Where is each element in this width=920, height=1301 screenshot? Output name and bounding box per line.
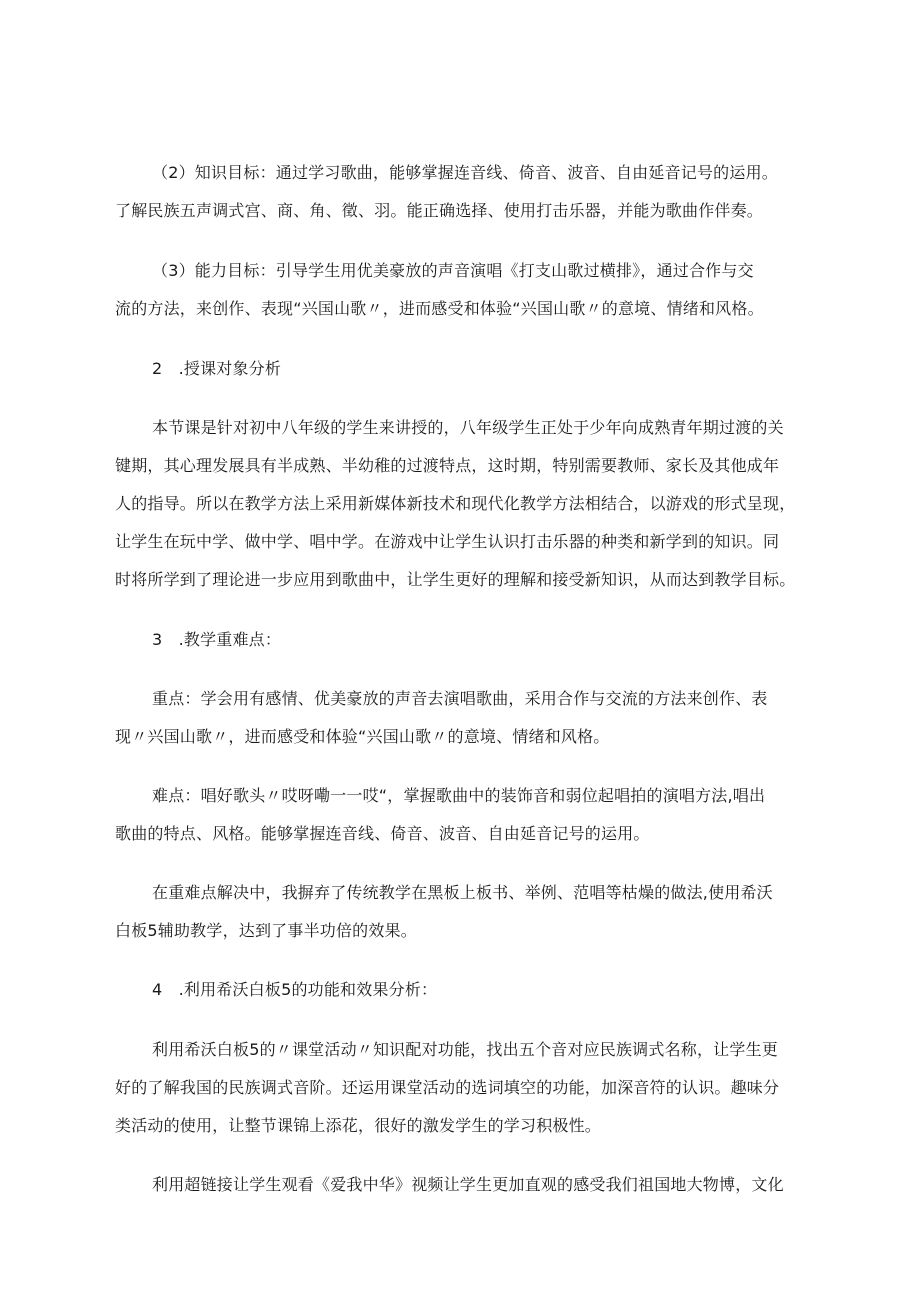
text-line: 现〃兴国山歌〃，进而感受和体验“兴国山歌〃的意境、情绪和风格。 <box>115 727 610 746</box>
text-line: 利用超链接让学生观看《爱我中华》视频让学生更加直观的感受我们祖国地大物博，文化 <box>152 1175 784 1194</box>
text-line: 利用希沃白板5的〃课堂活动〃知识配对功能，找出五个音对应民族调式名称，让学生更 <box>152 1040 778 1059</box>
heading-text: 4 .利用希沃白板5的功能和效果分析： <box>152 980 438 999</box>
text-line: 歌曲的特点、风格。能够掌握连音线、倚音、波音、自由延音记号的运用。 <box>115 824 650 843</box>
text-line: 流的方法，来创作、表现“兴国山歌〃，进而感受和体验“兴国山歌〃的意境、情绪和风格。 <box>115 299 764 318</box>
text-line: （3）能力目标：引导学生用优美豪放的声音演唱《打支山歌过横排》，通过合作与交 <box>152 261 754 280</box>
heading-text: 3 .教学重难点： <box>152 630 282 649</box>
text-line: 好的了解我国的民族调式音阶。还运用课堂活动的选词填空的功能，加深音符的认识。趣味分 <box>115 1078 780 1097</box>
text-line: 时将所学到了理论进一步应用到歌曲中，让学生更好的理解和接受新知识，从而达到教学目标。 <box>115 570 796 589</box>
text-line: 重点：学会用有感情、优美豪放的声音去演唱歌曲，采用合作与交流的方法来创作、表 <box>152 689 768 708</box>
text-line: （2）知识目标：通过学习歌曲，能够掌握连音线、倚音、波音、自由延音记号的运用。 <box>152 163 778 182</box>
heading-text: 2 .授课对象分析 <box>152 359 282 378</box>
text-line: 难点：唱好歌头〃哎呀嘞一一哎“，掌握歌曲中的装饰音和弱位起唱拍的演唱方法,唱出 <box>152 786 766 805</box>
text-line: 键期，其心理发展具有半成熟、半幼稚的过渡特点，这时期，特别需要教师、家长及其他成年 <box>115 456 780 475</box>
text-line: 人的指导。所以在教学方法上采用新媒体新技术和现代化教学方法相结合，以游戏的形式呈现， <box>115 494 796 513</box>
text-line: 了解民族五声调式宫、商、角、徵、羽。能正确选择、使用打击乐器，并能为歌曲作伴奏。 <box>115 201 764 220</box>
text-line: 在重难点解决中，我摒弃了传统教学在黑板上板书、举例、范唱等枯燥的做法,使用希沃 <box>152 883 773 902</box>
text-line: 本节课是针对初中八年级的学生来讲授的，八年级学生正处于少年向成熟青年期过渡的关 <box>152 418 784 437</box>
text-line: 让学生在玩中学、做中学、唱中学。在游戏中让学生认识打击乐器的种类和新学到的知识。同 <box>115 532 780 551</box>
text-line: 类活动的使用，让整节课锦上添花，很好的激发学生的学习积极性。 <box>115 1116 602 1135</box>
text-line: 白板5辅助教学，达到了事半功倍的效果。 <box>115 921 417 940</box>
